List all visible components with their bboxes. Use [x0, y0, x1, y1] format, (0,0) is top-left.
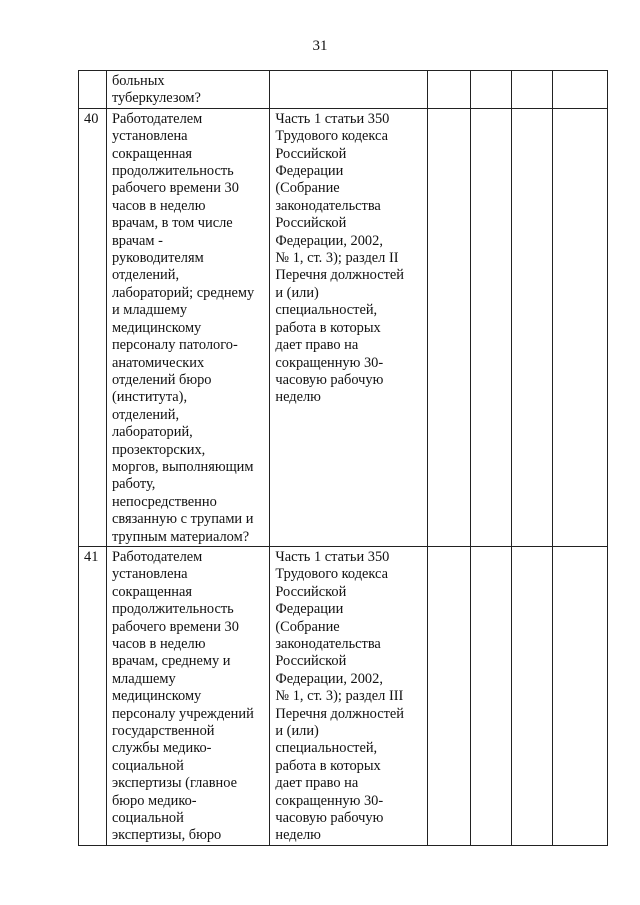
reference-line: специальностей,: [275, 302, 378, 319]
question-line: государственной: [111, 723, 215, 740]
reference-line: дает право на: [275, 337, 359, 354]
question-line: туберкулезом?: [111, 90, 201, 107]
notes-cell: [553, 546, 608, 845]
question-line: продолжительность: [111, 163, 234, 180]
question-line: врачам, среднему и: [111, 653, 231, 670]
question-line: Работодателем: [111, 110, 203, 127]
question-line: младшему: [111, 670, 176, 687]
question-line: непосредственно: [111, 493, 217, 510]
question-cell: [106, 71, 269, 109]
question-line: персоналу учреждений: [111, 705, 254, 722]
question-line: медицинскому: [111, 319, 202, 336]
table-row-40: [79, 108, 608, 546]
answer-cell-no: [471, 71, 512, 109]
question-line: социальной: [111, 757, 184, 774]
reference-cell: [270, 546, 428, 845]
reference-line: часовую рабочую: [275, 810, 384, 827]
answer-cell-no: [471, 108, 512, 546]
notes-cell: [553, 108, 608, 546]
reference-line: законодательства: [275, 197, 381, 214]
reference-line: работа в которых: [275, 319, 381, 336]
question-cell: [106, 108, 269, 546]
answer-cell-no: [471, 546, 512, 845]
question-line: трупным материалом?: [111, 528, 250, 545]
question-cell: [106, 546, 269, 845]
question-line: прозекторских,: [111, 441, 206, 458]
reference-line: и (или): [275, 723, 319, 740]
reference-line: и (или): [275, 284, 319, 301]
reference-line: № 1, ст. 3); раздел II: [275, 250, 399, 267]
reference-line: Федерации, 2002,: [275, 670, 383, 687]
question-line: врачам -: [111, 232, 163, 249]
reference-line: часовую рабочую: [275, 371, 384, 388]
reference-line: законодательства: [275, 636, 381, 652]
reference-cell: [270, 108, 428, 546]
reference-line: Трудового кодекса: [275, 566, 388, 583]
reference-line: Российской: [275, 145, 347, 162]
question-line: и младшему: [111, 302, 188, 319]
checklist-table: [78, 70, 608, 846]
question-line: Работодателем: [111, 548, 203, 565]
question-line: врачам, в том числе: [111, 215, 233, 232]
question-line: бюро медико-: [111, 792, 197, 809]
question-line: анатомических: [111, 354, 205, 371]
question-line: продолжительность: [111, 601, 234, 618]
question-line: моргов, выполняющим: [111, 458, 254, 475]
question-line: отделений,: [111, 267, 180, 284]
question-line: экспертизы, бюро: [111, 827, 222, 844]
reference-line: Российской: [275, 583, 347, 600]
row-number-cell: [79, 71, 107, 109]
question-line: отделений бюро: [111, 371, 212, 388]
question-line: установлена: [111, 566, 188, 583]
question-line: отделений,: [111, 406, 180, 423]
question-line: рабочего времени 30: [111, 180, 239, 197]
answer-cell-yes: [428, 108, 471, 546]
question-line: сокращенная: [111, 145, 192, 162]
question-line: лабораторий,: [111, 424, 193, 441]
reference-cell: [270, 71, 428, 109]
table-row-41: [79, 546, 608, 845]
question-line: персоналу патолого-: [111, 337, 238, 354]
reference-line: дает право на: [275, 775, 359, 792]
question-line: социальной: [111, 810, 184, 827]
answer-cell-na: [512, 108, 553, 546]
question-line: медицинскому: [111, 688, 202, 705]
row-number-cell: 40: [79, 108, 107, 546]
reference-line: № 1, ст. 3); раздел III: [275, 688, 404, 705]
reference-line: Перечня должностей: [275, 267, 405, 284]
question-line: сокращенная: [111, 583, 192, 600]
question-line: (института),: [111, 389, 188, 406]
reference-line: Российской: [275, 653, 347, 670]
reference-line: работа в которых: [275, 757, 381, 774]
question-line: установлена: [111, 128, 188, 145]
reference-line: Российской: [275, 215, 347, 232]
row-number-cell: 41: [79, 546, 107, 845]
question-line: экспертизы (главное: [111, 775, 237, 792]
question-line: лабораторий; среднему: [111, 284, 255, 301]
question-line: часов в неделю: [111, 197, 206, 214]
answer-cell-yes: [428, 71, 471, 109]
question-line: больных: [111, 73, 165, 89]
notes-cell: [553, 71, 608, 109]
question-line: часов в неделю: [111, 636, 206, 652]
reference-line: Трудового кодекса: [275, 128, 388, 145]
question-line: рабочего времени 30: [111, 618, 239, 635]
reference-line: Федерации, 2002,: [275, 232, 383, 249]
question-line: службы медико-: [111, 740, 212, 757]
reference-line: (Собрание: [275, 180, 340, 197]
reference-line: неделю: [275, 827, 321, 844]
page-number: 31: [312, 38, 328, 54]
table-row-continuation: [79, 71, 608, 109]
reference-line: Часть 1 статьи 350: [275, 110, 390, 127]
reference-line: (Собрание: [275, 618, 340, 635]
reference-line: Перечня должностей: [275, 705, 405, 722]
reference-line: неделю: [275, 389, 321, 406]
reference-line: Часть 1 статьи 350: [275, 548, 390, 565]
question-line: работу,: [111, 476, 156, 493]
question-line: руководителям: [111, 250, 204, 267]
answer-cell-na: [512, 71, 553, 109]
reference-line: Федерации: [275, 601, 344, 618]
reference-line: сокращенную 30-: [275, 354, 384, 371]
answer-cell-yes: [428, 546, 471, 845]
reference-line: специальностей,: [275, 740, 378, 757]
reference-line: Федерации: [275, 163, 344, 180]
answer-cell-na: [512, 546, 553, 845]
reference-line: сокращенную 30-: [275, 792, 384, 809]
question-line: связанную с трупами и: [111, 511, 254, 528]
